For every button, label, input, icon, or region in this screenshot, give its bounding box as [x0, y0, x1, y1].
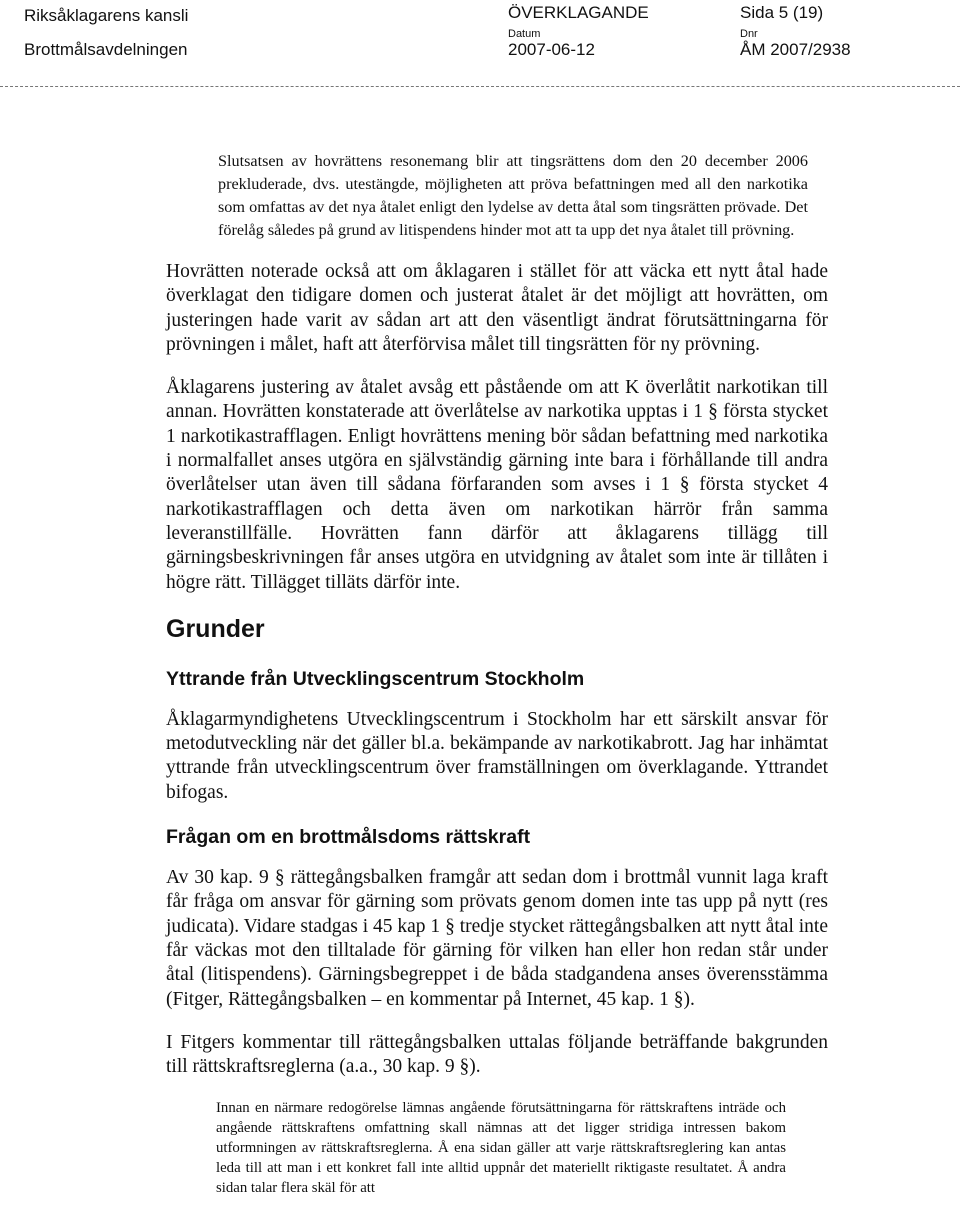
paragraph-hovratten-noterade: Hovrätten noterade också att om åklagaren i stället för att väcka ett nytt åtal hade överklagat den tidigare domen och justerat åtalet är det möjligt att hovrätten, om justeringen hade varit av sådan art att den väsentligt ändrat förutsättningarna för prövningen i målet, haft att återförvisa målet till tingsrätten för ny prövning.	[166, 261, 828, 355]
paragraph-fitgers-kommentar: I Fitgers kommentar till rättegångsbalken uttalas följande beträffande bakgrunden till rättskraftsreglerna (a.a., 30 kap. 9 §).	[166, 1031, 828, 1078]
header-divider	[0, 86, 960, 87]
paragraph-aklagarens-justering: Åklagarens justering av åtalet avsåg ett påstående om att K överlåtit narkotikan till annan. Hovrätten konstaterade att överlåtelse av narkotika upptas i 1 § första stycket 1 narkotikastrafflagen. Enligt hovrättens mening bör sådan befattning med narkotika i normalfallet anses utgöra en självständig gärning inte bara i förhållande till andra överlåtelser utan även till sådana förfaranden som avses i 1 § första stycket 4 narkotikastrafflagen och detta även om narkotikan härrör från samma leveranstillfälle. Hovrätten fann därför att åklagarens tillägg till gärningsbeskrivningen får anses utgöra en utvidgning av åtalet som inte är tillåten i högre rätt. Tillägget tilläts därför inte.	[166, 377, 828, 593]
quote-text-part-2: Det förelåg således på grund av litispendens hinder mot att ta upp det nya åtalet till prövning.	[218, 198, 808, 239]
document-body	[166, 150, 828, 1198]
header-page-number: Sida 5 (19)	[740, 3, 824, 22]
block-quote	[218, 150, 808, 242]
paragraph-utvecklingscentrum: Åklagarmyndighetens Utvecklingscentrum i Stockholm har ett särskilt ansvar för metodutveckling när det gäller bl.a. bekämpande av narkotikabrott. Jag har inhämtat yttrande från utvecklingscentrum över framställningen om överklagande. Yttrandet bifogas.	[166, 708, 828, 803]
paragraph-rattegangsbalken: Av 30 kap. 9 § rättegångsbalken framgår att sedan dom i brottmål vunnit laga kraft får fråga om ansvar för gärning som prövats genom domen inte tas upp på nytt (res judicata). Vidare stadgas i 45 kap 1 § tredje stycket rättegångsbalken att nytt åtal inte får väckas mot den tilltalade för gärning för vilken han eller hon redan står under åtal (litispendens). Gärningsbegreppet i de båda stadgandena anses överensstämma (Fitger, Rättegångsbalken – en kommentar på Internet, 45 kap. 1 §).	[166, 867, 828, 1010]
header-date: 2007-06-12	[508, 40, 595, 59]
quoted-excerpt: Innan en närmare redogörelse lämnas angående förutsättningarna för rättskraftens inträde och angående rättskraftens omfattning skall nämnas att det ligger stridiga intressen bakom utformningen av rättskraftsreglerna. Å ena sidan gäller att varje rättskraftsreglering kan antas leda till att man i ett konkret fall inte alltid uppnår det materiellt riktigaste resultatet. Å andra sidan talar flera skäl för att	[216, 1100, 786, 1197]
header-division: Brottmålsavdelningen	[24, 40, 188, 59]
header-date-label: Datum	[508, 28, 541, 40]
quote-text	[218, 150, 808, 242]
header-document-type: ÖVERKLAGANDE	[508, 3, 649, 22]
heading-yttrande: Yttrande från Utvecklingscentrum Stockholm	[166, 667, 585, 690]
header-dnr-label: Dnr	[740, 28, 758, 40]
header-case-number: ÅM 2007/2938	[740, 40, 851, 59]
heading-grunder: Grunder	[166, 614, 265, 643]
quote-text-part-1: Slutsatsen av hovrättens resonemang blir att tingsrättens dom den 20 december 2006 prekluderade, dvs. utestängde, möjligheten att pröva befattningen med all den narkotika som omfattas av det nya åtalet enligt den lydelse av detta åtal som tingsrätten prövade.	[218, 152, 808, 216]
header-organization: Riksåklagarens kansli	[24, 6, 189, 25]
heading-rattskraft: Frågan om en brottmålsdoms rättskraft	[166, 826, 531, 849]
